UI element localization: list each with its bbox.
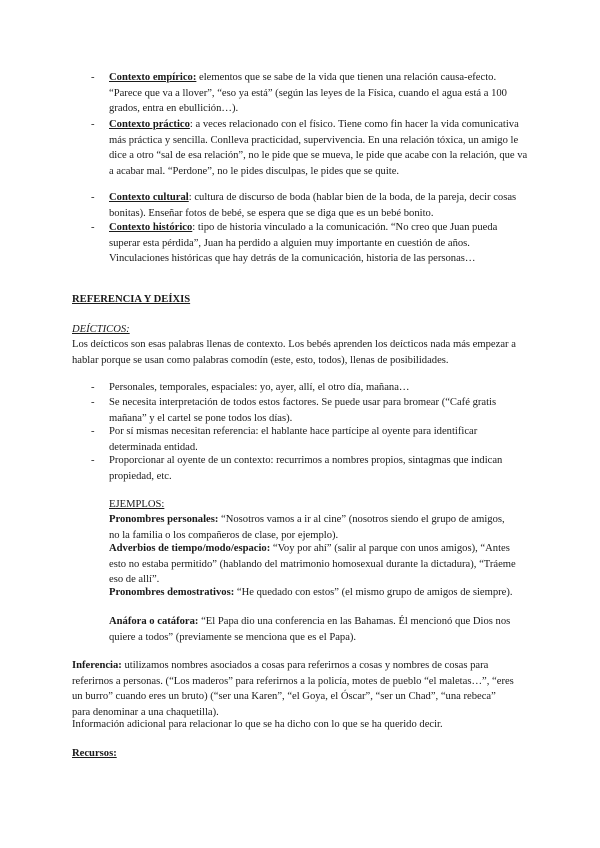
bullet-dash: - [91,119,95,130]
ejemplo-term: Pronombres demostrativos: [109,587,235,598]
ejemplo-item [109,585,516,601]
inferencia-text: utilizamos nombres asociados a cosas para referirnos a cosas y nombres de cosas para referirnos a personas. (“Los maderos” para referirnos a la policía, motes de pueblo “el maletas…”, “eres un burro” cuando eres un bruto) (“ser una Karen”, “el Goya, el Óscar”, “ser un Chad”, “una rebeca” para denominar a una chaquetilla). [72,660,514,718]
list-item [72,395,530,426]
inferencia-term: Inferencia: [72,660,122,671]
bullet-dash: - [91,397,95,408]
deicticos-bullet-text: Se necesita interpretación de todos estos factores. Se puede usar para bromear (“Café gratis mañana” y el cartel se pone todos los días). [109,397,497,424]
bullet-dash: - [91,192,95,203]
list-item-contexto-cultural [72,190,530,221]
bullet-dash: - [91,72,95,83]
ejemplo-item [109,541,516,588]
ejemplo-item [109,512,516,543]
ejemplo-text: “El Papa dio una conferencia en las Bahamas. Él mencionó que Dios nos quiere a todos” (previamente se menciona que es el Papa). [109,616,511,643]
term-contexto-practico: Contexto práctico [109,119,190,130]
term-contexto-empirico: Contexto empírico: [109,72,197,83]
term-contexto-cultural: Contexto cultural [109,192,189,203]
inferencia-extra: Información adicional para relacionar lo que se ha dicho con lo que se ha querido decir. [72,719,443,730]
bullet-dash: - [91,426,95,437]
bullet-dash: - [91,455,95,466]
ejemplo-text: “Nosotros vamos a ir al cine” (nosotros siendo el grupo de amigos, no la familia o los compañeros de clase, por ejemplo). [109,514,505,541]
ejemplo-text: “He quedado con estos” (el mismo grupo de amigos de siempre). [234,587,513,598]
list-item-contexto-historico [72,220,530,267]
text-contexto-cultural: : cultura de discurso de boda (hablar bien de la boda, de la pareja, decir cosas bonitas). Enseñar fotos de bebé, se espera que se diga que es un bebé bonito. [109,192,517,219]
section-title: REFERENCIA Y DEÍXIS [72,294,191,305]
deicticos-bullet-text: Proporcionar al oyente de un contexto: recurrimos a nombres propios, sintagmas que indican propiedad, etc. [109,455,503,482]
list-item [72,424,530,455]
ejemplos-title: EJEMPLOS: [109,499,165,510]
bullet-dash: - [91,222,95,233]
deicticos-bullet-text: Por sí mismas necesitan referencia: el hablante hace partícipe al oyente para identificar determinada entidad. [109,426,478,453]
ejemplo-item [109,614,516,645]
ejemplo-text: “Voy por ahí” (salir al parque con unos amigos), “Antes esto no estaba permitido” (hablando del matrimonio homosexual durante la dictadura), “Tráeme eso de allí”. [109,543,516,585]
list-item [72,453,530,484]
bullet-dash: - [91,382,95,393]
ejemplo-term: Pronombres personales: [109,514,219,525]
term-contexto-historico: Contexto histórico [109,222,193,233]
text-contexto-practico: : a veces relacionado con el físico. Tiene como fin hacer la vida comunicativa más práctica y sencilla. Conlleva practicidad, supervivencia. En una relación tóxica, un amigo le dice a otro “sal de esa relación”, no le pide que se mueva, le pide que acabe con la relación, que va a acabar mal. “Perdone”, no le pides disculpas, le pides que se quite. [109,119,528,177]
deicticos-intro: Los deícticos son esas palabras llenas de contexto. Los bebés aprenden los deícticos nada más empezar a hablar porque se usan como palabras comodín (este, esto, todos), llenas de posibilidades. [72,339,516,366]
list-item-contexto-empirico [72,70,530,117]
deicticos-bullet-text: Personales, temporales, espaciales: yo, ayer, allí, el otro día, mañana… [109,382,410,393]
ejemplo-term: Adverbios de tiempo/modo/espacio: [109,543,271,554]
text-contexto-empirico: elementos que se sabe de la vida que tienen una relación causa-efecto. “Parece que va a llover”, “eso ya está” (según las leyes de la Física, cuando el agua está a 100 grados, entra en ebullición…). [109,72,507,114]
deicticos-title: DEÍCTICOS: [72,324,130,335]
text-contexto-historico: : tipo de historia vinculado a la comunicación. “No creo que Juan pueda superar esta pérdida”, Juan ha perdido a alguien muy importante en cuestión de años. Vinculaciones históricas que hay detrás de la comunicación, historia de las personas… [109,222,498,264]
list-item-contexto-practico [72,117,530,179]
ejemplo-term: Anáfora o catáfora: [109,616,199,627]
recursos-title: Recursos: [72,748,117,759]
list-item [72,380,530,396]
inferencia-paragraph [72,658,516,720]
